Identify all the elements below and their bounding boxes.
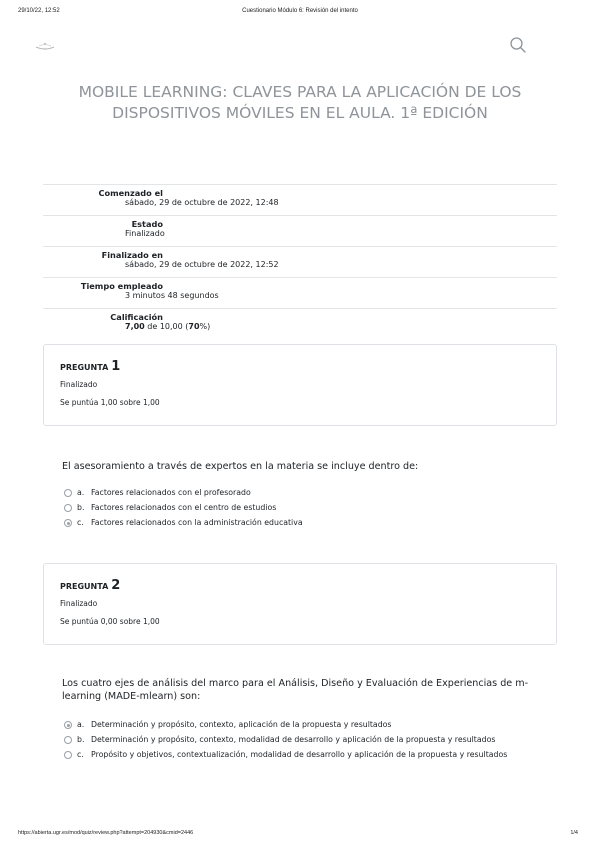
question-grade: Se puntúa 0,00 sobre 1,00 xyxy=(60,617,160,626)
finished-label: Finalizado en xyxy=(101,250,163,260)
radio-button[interactable] xyxy=(64,504,72,512)
answer-option[interactable] xyxy=(64,518,544,533)
question-grade: Se puntúa 1,00 sobre 1,00 xyxy=(60,398,160,407)
question-info-1 xyxy=(43,344,557,426)
print-url: https://abierta.ugr.es/mod/quiz/review.php?attempt=204930&cmid=2446 xyxy=(18,830,194,836)
summary-row-time xyxy=(43,277,557,308)
question-text-2: Los cuatro ejes de análisis del marco para el Análisis, Diseño y Evaluación de Experiencias de m-learning (MADE-mlearn) son: xyxy=(62,678,529,702)
time-value: 3 minutos 48 segundos xyxy=(125,291,219,300)
radio-button[interactable] xyxy=(64,736,72,744)
state-value: Finalizado xyxy=(125,229,165,238)
question-number: 2 xyxy=(111,578,121,593)
radio-button-selected[interactable] xyxy=(64,519,72,527)
answer-text: Factores relacionados con la administración educativa xyxy=(91,518,303,527)
attempt-summary xyxy=(43,184,557,339)
grade-end: %) xyxy=(199,322,211,331)
answer-letter: a. xyxy=(77,488,85,497)
course-title: MOBILE LEARNING: CLAVES PARA LA APLICACIÓN DE LOS DISPOSITIVOS MÓVILES EN EL AULA. 1ª EDICIÓN xyxy=(78,83,522,122)
answer-text: Factores relacionados con el centro de estudios xyxy=(91,503,277,512)
question-state: Finalizado xyxy=(60,599,98,608)
radio-button-selected[interactable] xyxy=(64,721,72,729)
question-info-2 xyxy=(43,563,557,645)
started-value: sábado, 29 de octubre de 2022, 12:48 xyxy=(125,198,279,207)
grade-percent: 70 xyxy=(188,322,200,331)
answer-option[interactable] xyxy=(64,488,544,503)
radio-button[interactable] xyxy=(64,751,72,759)
question-text-1: El asesoramiento a través de expertos en la materia se incluye dentro de: xyxy=(62,461,419,472)
answer-option[interactable] xyxy=(64,720,544,735)
answer-list-2 xyxy=(64,720,544,765)
question-heading xyxy=(60,578,120,593)
question-heading xyxy=(60,359,120,374)
answer-text: Propósito y objetivos, contextualización, modalidad de desarrollo y aplicación de la propuesta y resultados xyxy=(91,750,508,759)
answer-text: Determinación y propósito, contexto, modalidad de desarrollo y aplicación de la propuesta y resultados xyxy=(91,735,496,744)
site-logo[interactable] xyxy=(34,38,56,52)
time-label: Tiempo empleado xyxy=(80,281,163,291)
print-datetime: 29/10/22, 12:52 xyxy=(18,8,60,14)
answer-option[interactable] xyxy=(64,735,544,750)
print-header xyxy=(0,8,600,20)
question-number: 1 xyxy=(111,359,121,374)
summary-row-finished xyxy=(43,246,557,277)
state-label: Estado xyxy=(131,219,163,229)
summary-row-started xyxy=(43,184,557,215)
answer-text: Determinación y propósito, contexto, aplicación de la propuesta y resultados xyxy=(91,720,392,729)
search-icon[interactable] xyxy=(509,36,527,54)
answer-letter: b. xyxy=(77,503,85,512)
summary-row-grade xyxy=(43,308,557,339)
answer-option[interactable] xyxy=(64,750,544,765)
answer-list-1 xyxy=(64,488,544,533)
print-title: Cuestionario Módulo 6: Revisión del intento xyxy=(242,8,358,14)
started-label: Comenzado el xyxy=(98,188,163,198)
print-footer xyxy=(0,830,600,840)
question-label: PREGUNTA xyxy=(60,363,109,372)
print-page-number: 1/4 xyxy=(570,830,578,836)
grade-value xyxy=(125,322,210,331)
answer-letter: c. xyxy=(77,518,84,527)
answer-letter: b. xyxy=(77,735,85,744)
grade-score: 7,00 xyxy=(125,322,145,331)
question-label: PREGUNTA xyxy=(60,582,109,591)
summary-row-state xyxy=(43,215,557,246)
finished-value: sábado, 29 de octubre de 2022, 12:52 xyxy=(125,260,279,269)
question-state: Finalizado xyxy=(60,380,98,389)
answer-text: Factores relacionados con el profesorado xyxy=(91,488,251,497)
answer-letter: c. xyxy=(77,750,84,759)
answer-letter: a. xyxy=(77,720,85,729)
radio-button[interactable] xyxy=(64,489,72,497)
grade-middle: de 10,00 ( xyxy=(144,322,189,331)
grade-label: Calificación xyxy=(110,312,163,322)
answer-option[interactable] xyxy=(64,503,544,518)
